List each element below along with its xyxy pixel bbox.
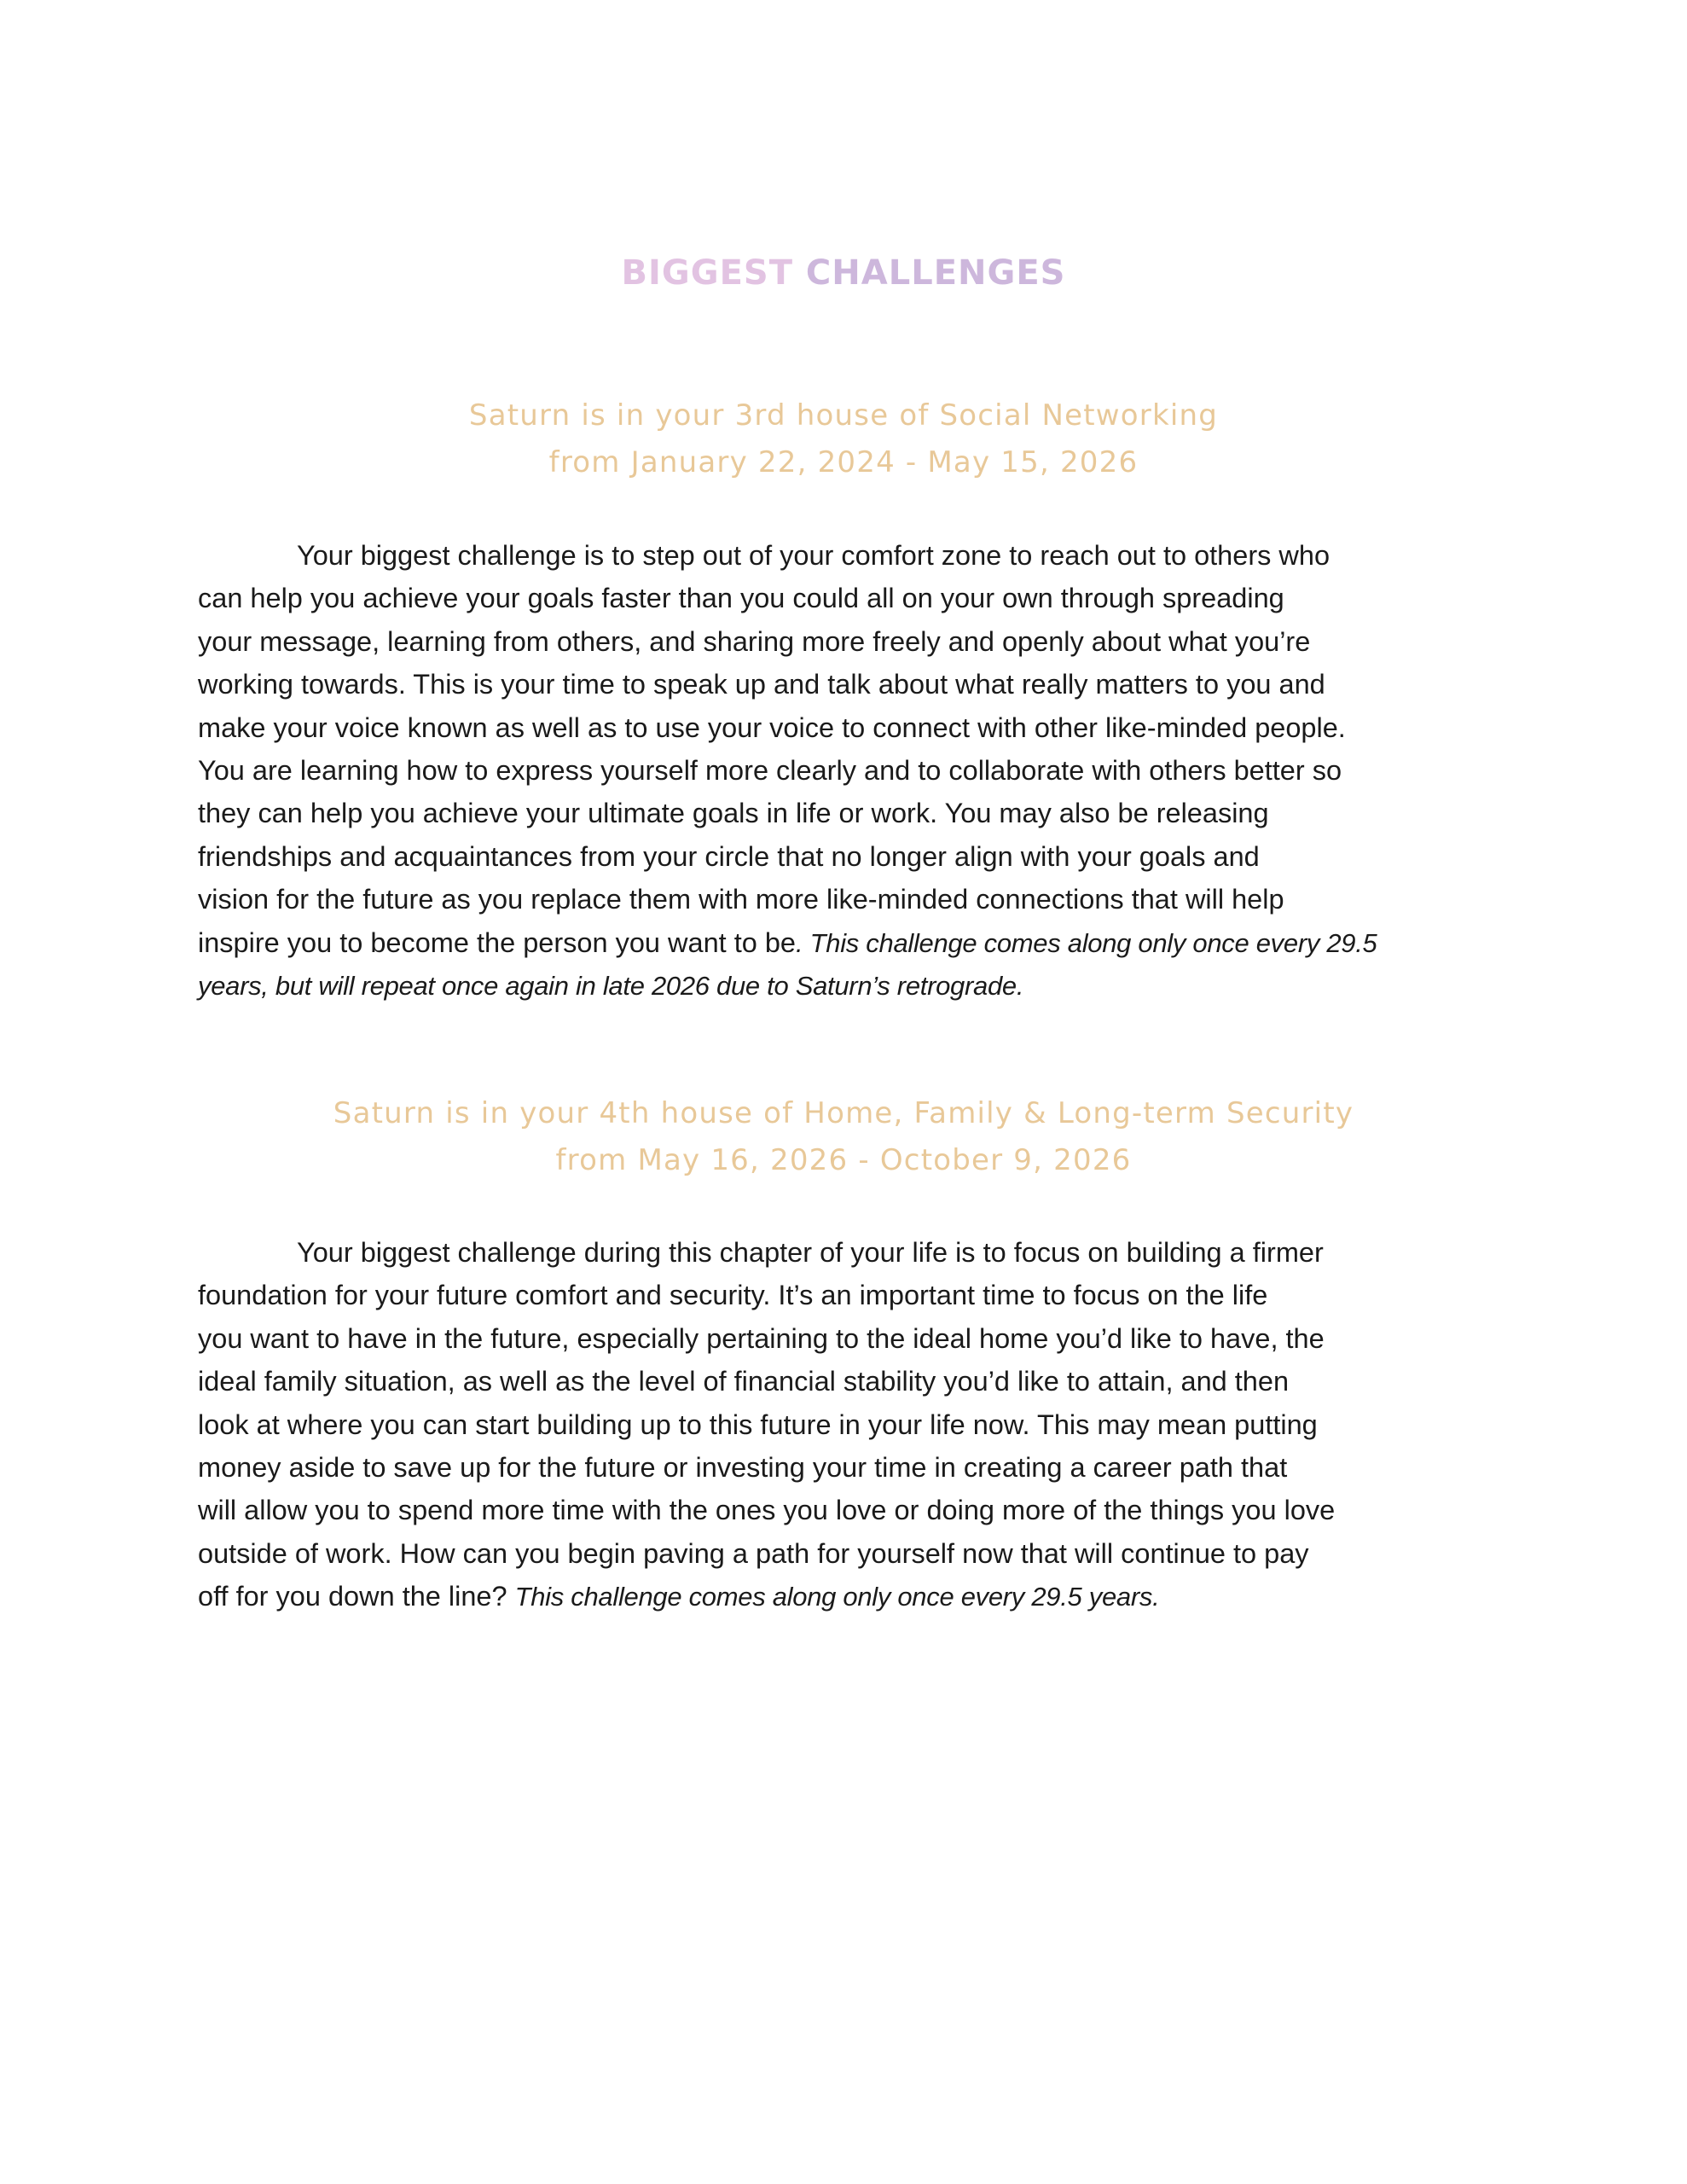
body-line: [198, 921, 1494, 964]
body-line: working towards. This is your time to speak up and talk about what really matters to you and: [198, 669, 1325, 700]
section-body-saturn-4th-house: [198, 1231, 1494, 1618]
body-line: they can help you achieve your ultimate goals in life or work. You may also be releasing: [198, 798, 1269, 829]
body-line: you want to have in the future, especially pertaining to the ideal home you’d like to have, the: [198, 1322, 1325, 1354]
section-heading-title: Saturn is in your 3rd house of Social Networking: [468, 398, 1219, 433]
frequency-note-continued: years, but will repeat once again in late 2026 due to Saturn’s retrograde.: [198, 970, 1024, 1001]
body-line: ideal family situation, as well as the level of financial stability you’d like to attain, and then: [198, 1366, 1290, 1397]
body-line-text: inspire you to become the person you want to be: [198, 926, 796, 958]
section-heading-dates: from May 16, 2026 - October 9, 2026: [555, 1143, 1132, 1177]
body-line: will allow you to spend more time with the ones you love or doing more of the things you love: [198, 1495, 1336, 1526]
body-line: You are learning how to express yourself more clearly and to collaborate with others better so: [198, 754, 1342, 786]
page-title-part1: BIGGEST: [621, 253, 793, 293]
section-body-saturn-3rd-house: [198, 534, 1494, 1007]
body-line: foundation for your future comfort and security. It’s an important time to focus on the life: [198, 1280, 1268, 1311]
body-line: outside of work. How can you begin paving a path for yourself now that will continue to pay: [198, 1537, 1309, 1569]
body-line-text: off for you down the line?: [198, 1581, 515, 1612]
body-line: your message, learning from others, and sharing more freely and openly about what you’re: [198, 625, 1311, 657]
body-line: can help you achieve your goals faster than you could all on your own through spreading: [198, 583, 1284, 614]
frequency-note: This challenge comes along only once every 29.5 years.: [514, 1582, 1160, 1612]
body-line: look at where you can start building up to this future in your life now. This may mean putting: [198, 1409, 1318, 1440]
page-title-part2: CHALLENGES: [805, 253, 1066, 293]
section-heading-title: Saturn is in your 4th house of Home, Family & Long-term Security: [333, 1096, 1354, 1130]
body-line: [198, 1575, 1494, 1618]
body-line: money aside to save up for the future or investing your time in creating a career path that: [198, 1451, 1288, 1483]
body-line: Your biggest challenge during this chapter of your life is to focus on building a firmer: [297, 1237, 1324, 1268]
section-heading-saturn-3rd-house: [0, 392, 1687, 486]
body-line: [198, 964, 1494, 1007]
body-line: friendships and acquaintances from your circle that no longer align with your goals and: [198, 840, 1260, 872]
section-heading-saturn-4th-house: [0, 1090, 1687, 1184]
body-line: make your voice known as well as to use your voice to connect with other like-minded people.: [198, 712, 1346, 743]
section-heading-dates: from January 22, 2024 - May 15, 2026: [548, 445, 1139, 479]
frequency-note: . This challenge comes along only once every 29.5: [796, 927, 1377, 958]
page-title: [0, 249, 1687, 297]
body-line: vision for the future as you replace them with more like-minded connections that will help: [198, 884, 1284, 915]
body-line: Your biggest challenge is to step out of your comfort zone to reach out to others who: [297, 540, 1330, 571]
